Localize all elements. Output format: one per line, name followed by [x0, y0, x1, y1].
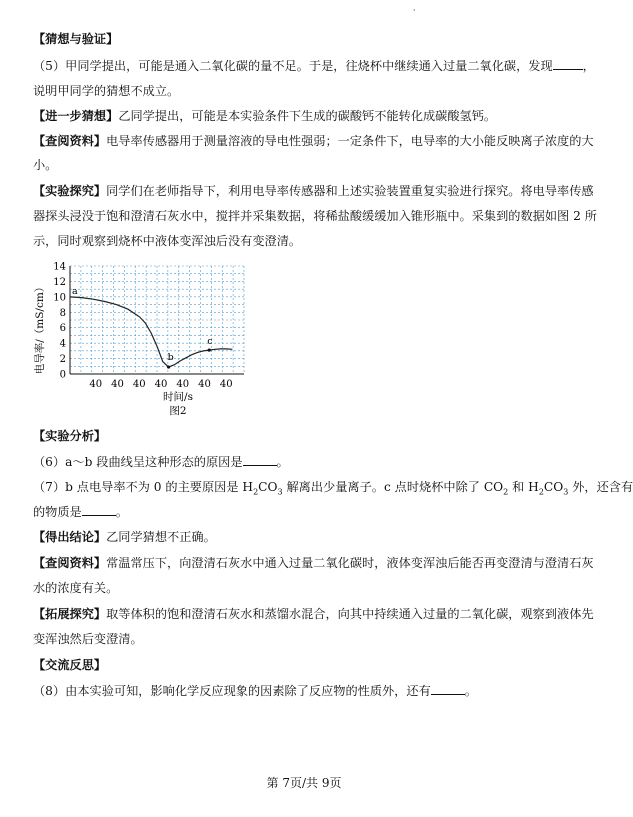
answer-blank-6[interactable] — [243, 454, 277, 466]
conductivity-curve — [70, 297, 232, 367]
x-tick-label: 40 — [219, 379, 233, 390]
answer-blank-8[interactable] — [431, 683, 465, 695]
x-tick-label: 40 — [154, 379, 168, 390]
y-tick-label: 4 — [59, 338, 66, 350]
reference-1-line-2: 小。 — [33, 158, 58, 172]
x-tick-label: 40 — [132, 379, 146, 390]
point-label-a: a — [72, 285, 78, 297]
y-tick-label: 0 — [59, 369, 66, 381]
question-6: （6）a～b 段曲线呈这种形态的原因是 。 — [33, 455, 289, 469]
x-tick-label: 40 — [198, 379, 211, 390]
chart-grid — [70, 266, 244, 374]
section-heading-analysis: 【实验分析】 — [33, 429, 107, 443]
point-b — [167, 365, 170, 368]
question-7-line-1: （7）b 点电导率不为 0 的主要原因是 $H_2CO_3$ 解离出少量离子。c 点时烧杯中除了 $CO_2$ 和 $H_2CO_3$ 外，还含有 — [33, 480, 633, 497]
further-hypothesis: 【进一步猜想】乙同学提出，可能是本实验条件下生成的碳酸钙不能转化成碳酸氢钙。 — [33, 109, 497, 123]
question-5-line-2: 说明甲同学的猜想不成立。 — [33, 84, 180, 98]
question-8: （8）由本实验可知，影响化学反应现象的因素除了反应物的性质外，还有 。 — [33, 684, 477, 698]
x-tick-label: 40 — [111, 379, 124, 390]
question-5-line-1: （5）甲同学提出，可能是通入二氧化碳的量不足。于是，往烧杯中继续通入过量二氧化碳，发现 ， — [33, 59, 595, 73]
y-tick-label: 2 — [59, 354, 66, 366]
y-tick-label: 12 — [53, 276, 66, 288]
reference-2-line-1: 【查阅资料】常温常压下，向澄清石灰水中通入过量二氧化碳时，液体变浑浊后能否再变澄清与澄清石灰 — [33, 556, 594, 570]
y-tick-label: 6 — [59, 323, 66, 335]
extension-line-1: 【拓展探究】取等体积的饱和澄清石灰水和蒸馏水混合，向其中持续通入过量的二氧化碳，观察到液体先 — [33, 607, 594, 621]
y-tick-label: 8 — [59, 307, 66, 319]
answer-blank-7[interactable] — [82, 504, 116, 516]
x-tick-label: 40 — [89, 379, 103, 390]
y-tick-label: 14 — [53, 261, 66, 273]
chart-x-label: 时间/s — [163, 391, 193, 403]
page-footer: 第 7页/共 9页 — [266, 776, 342, 790]
point-label-c: c — [207, 336, 213, 348]
question-7-line-2: 的物质是 。 — [33, 505, 128, 519]
experiment-line-2: 器探头浸没于饱和澄清石灰水中，搅拌并采集数据，将稀盐酸缓缓加入锥形瓶中。采集到的数据如图 2 所 — [33, 209, 597, 223]
reference-1-line-1: 【查阅资料】电导率传感器用于测量溶液的导电性强弱；一定条件下，电导率的大小能反映离子浓度的大 — [33, 134, 594, 148]
section-heading-reflection: 【交流反思】 — [33, 658, 107, 672]
extension-line-2: 变浑浊然后变澄清。 — [33, 632, 143, 646]
point-c — [208, 348, 211, 351]
reference-2-line-2: 水的浓度有关。 — [33, 581, 119, 595]
x-tick-label: 40 — [176, 379, 190, 390]
section-heading-hypothesis: 【猜想与验证】 — [33, 32, 119, 46]
chart-title: 图2 — [169, 405, 187, 417]
chart-ticks — [53, 262, 232, 391]
stray-dot: · — [413, 6, 416, 15]
answer-blank-5[interactable] — [553, 58, 583, 70]
experiment-line-3: 示，同时观察到烧杯中液体变浑浊后没有变澄清。 — [33, 234, 302, 248]
conductivity-chart — [30, 258, 260, 420]
point-label-b: b — [167, 352, 174, 364]
chart-annotations — [72, 286, 213, 369]
conclusion: 【得出结论】乙同学猜想不正确。 — [33, 530, 216, 544]
y-tick-label: 10 — [53, 292, 66, 304]
chart-y-label: 电导率/（mS/cm） — [34, 281, 46, 375]
experiment-line-1: 【实验探究】同学们在老师指导下，利用电导率传感器和上述实验装置重复实验进行探究。将电导率传感 — [33, 184, 594, 198]
